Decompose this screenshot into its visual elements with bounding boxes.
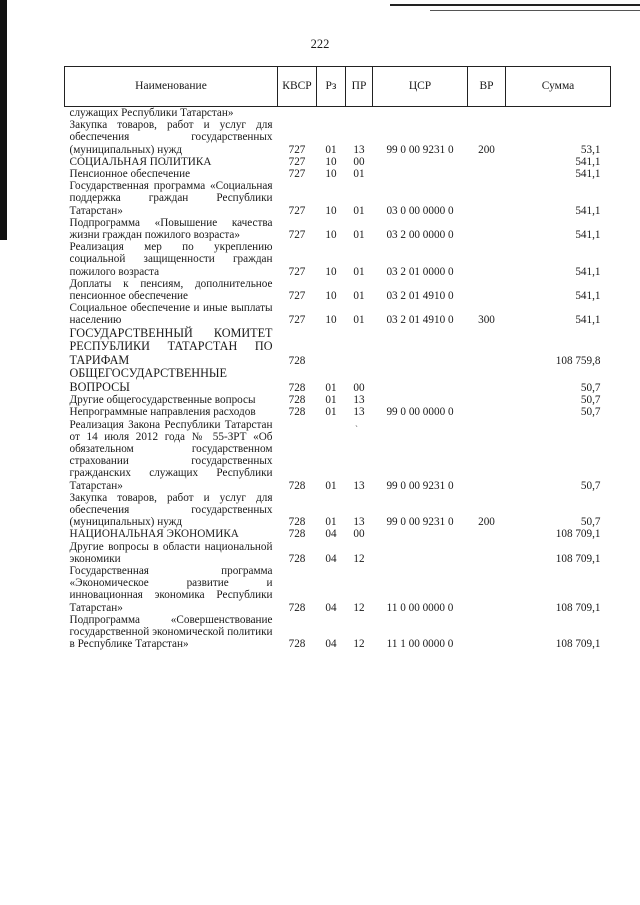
cell-name: Пенсионное обеспечение [69, 168, 191, 181]
cell-name: Социальное обеспечение и иные выплаты населению [69, 302, 273, 327]
cell-rz [317, 107, 346, 120]
header-pr: ПР [346, 67, 373, 107]
cell-rz: 10 [325, 204, 337, 217]
cell-csr: 99 0 00 9231 0 [386, 479, 454, 492]
cell-kvsr: 727 [288, 265, 306, 278]
cell-pr: 01 [353, 290, 365, 303]
table-row [65, 241, 611, 278]
cell-sum: 541,1 [575, 204, 601, 217]
cell-kvsr [278, 107, 317, 120]
cell-vr: 300 [478, 314, 495, 327]
cell-name: ГОСУДАРСТВЕННЫЙ КОМИТЕТ РЕСПУБЛИКИ ТАТАРСТАН ПО ТАРИФАМ [69, 325, 273, 367]
cell-vr [468, 406, 506, 418]
scan-top-line [390, 4, 640, 6]
table-row [65, 419, 611, 492]
header-kvsr: КВСР [278, 67, 317, 107]
scan-top-line-secondary [430, 10, 640, 11]
scan-mark: ` [355, 424, 358, 434]
header-vr: ВР [468, 67, 506, 107]
cell-sum: 53,1 [580, 143, 601, 156]
table-row [65, 394, 611, 406]
cell-sum: 108 709,1 [555, 638, 601, 651]
cell-rz: 10 [325, 314, 337, 327]
page-number: 222 [310, 37, 330, 51]
cell-vr [468, 180, 506, 217]
cell-sum [506, 107, 611, 120]
cell-sum: 50,7 [580, 394, 601, 407]
cell-vr [468, 419, 506, 492]
table-row [65, 180, 611, 217]
cell-sum: 541,1 [575, 168, 601, 181]
header-sum: Сумма [506, 67, 611, 107]
header-csr: ЦСР [373, 67, 468, 107]
cell-rz: 01 [325, 406, 337, 419]
cell-sum: 541,1 [575, 265, 601, 278]
cell-kvsr: 728 [288, 552, 306, 565]
cell-csr [373, 327, 468, 368]
cell-rz: 01 [325, 143, 337, 156]
cell-csr: 11 0 00 0000 0 [386, 601, 454, 614]
cell-name: Государственная программа «Экономическое развитие и инновационная экономика Республики Татарстан» [69, 565, 273, 614]
cell-pr: 00 [353, 528, 365, 541]
cell-vr [468, 565, 506, 614]
cell-kvsr: 727 [288, 204, 306, 217]
cell-pr: 13 [353, 406, 365, 419]
header-name: Наименование [65, 67, 278, 107]
cell-pr [346, 327, 373, 368]
cell-vr [468, 541, 506, 565]
table-row [65, 217, 611, 241]
cell-kvsr: 728 [288, 406, 306, 419]
cell-rz: 04 [325, 552, 337, 565]
cell-csr: 99 0 00 9231 0 [386, 143, 454, 156]
cell-csr: 03 2 01 4910 0 [386, 314, 454, 327]
cell-vr [468, 278, 506, 302]
cell-sum: 50,7 [580, 381, 601, 394]
cell-rz: 10 [325, 168, 337, 181]
cell-name: ОБЩЕГОСУДАРСТВЕННЫЕ ВОПРОСЫ [69, 366, 227, 394]
cell-csr: 03 2 01 4910 0 [386, 290, 454, 303]
cell-csr: 11 1 00 0000 0 [386, 638, 454, 651]
cell-name: Доплаты к пенсиям, дополнительное пенсионное обеспечение [69, 277, 273, 303]
cell-kvsr: 728 [288, 528, 306, 541]
cell-vr [468, 217, 506, 241]
cell-rz: 01 [325, 479, 337, 492]
cell-name: Закупка товаров, работ и услуг для обеспечения государственных (муниципальных) нужд [69, 119, 273, 156]
table-row [65, 156, 611, 168]
cell-name: Подпрограмма «Совершенствование государственной экономической политики в Республике Татарстан» [69, 613, 273, 651]
cell-csr: 99 0 00 0000 0 [386, 406, 454, 419]
cell-sum: 108 709,1 [555, 552, 601, 565]
cell-vr [468, 367, 506, 394]
cell-pr: 12 [353, 638, 365, 651]
cell-pr: 13 [353, 143, 365, 156]
cell-rz: 10 [325, 155, 337, 168]
cell-pr: 00 [353, 155, 365, 168]
cell-csr [373, 367, 468, 394]
cell-name: Другие вопросы в области национальной экономики [69, 540, 273, 565]
cell-kvsr: 728 [288, 394, 306, 407]
cell-name: НАЦИОНАЛЬНАЯ ЭКОНОМИКА [69, 528, 239, 541]
table-header-row [65, 67, 611, 107]
cell-kvsr: 727 [288, 155, 306, 168]
cell-kvsr: 728 [288, 638, 306, 651]
cell-sum: 108 709,1 [555, 528, 601, 541]
table-row [65, 302, 611, 326]
table-row [65, 614, 611, 651]
cell-sum: 50,7 [580, 516, 601, 529]
cell-rz: 10 [325, 229, 337, 242]
cell-csr: 03 0 00 0000 0 [386, 204, 454, 217]
cell-kvsr: 727 [288, 229, 306, 242]
cell-name: Другие общегосударственные вопросы [69, 394, 256, 407]
cell-csr: 03 2 00 0000 0 [386, 229, 454, 242]
cell-name: Государственная программа «Социальная поддержка граждан Республики Татарстан» [69, 180, 273, 217]
cell-name: Реализация мер по укреплению социальной защищенности граждан пожилого возраста [69, 241, 273, 278]
table-row [65, 541, 611, 565]
cell-kvsr: 728 [288, 516, 306, 529]
cell-csr: 99 0 00 9231 0 [386, 516, 454, 529]
cell-name: Непрограммные направления расходов [69, 406, 256, 419]
cell-vr [468, 168, 506, 180]
cell-rz: 01 [325, 394, 337, 407]
cell-vr [468, 614, 506, 651]
cell-name: Подпрограмма «Повышение качества жизни граждан пожилого возраста» [69, 216, 273, 242]
cell-pr: 01 [353, 314, 365, 327]
cell-csr [373, 156, 468, 168]
cell-pr: 01 [353, 204, 365, 217]
cell-kvsr: 727 [288, 314, 306, 327]
cell-csr [373, 541, 468, 565]
table-row [65, 492, 611, 529]
cell-kvsr: 728 [288, 354, 306, 367]
cell-csr [373, 394, 468, 406]
cell-csr [373, 107, 468, 120]
cell-sum: 50,7 [580, 479, 601, 492]
cell-sum: 108 709,1 [555, 601, 601, 614]
cell-vr [468, 528, 506, 540]
cell-vr [468, 107, 506, 120]
cell-rz: 10 [325, 265, 337, 278]
table-row [65, 565, 611, 614]
table-body [65, 107, 611, 651]
table-row [65, 107, 611, 120]
cell-rz: 10 [325, 290, 337, 303]
cell-pr: 01 [353, 265, 365, 278]
cell-vr [468, 241, 506, 278]
cell-pr: 13 [353, 479, 365, 492]
cell-sum: 541,1 [575, 155, 601, 168]
table-row [65, 119, 611, 156]
table-row [65, 528, 611, 540]
cell-rz [317, 327, 346, 368]
cell-csr [373, 528, 468, 540]
cell-sum: 50,7 [580, 406, 601, 419]
cell-pr [346, 107, 373, 120]
cell-vr: 200 [478, 516, 495, 529]
budget-table [64, 66, 611, 650]
cell-rz: 04 [325, 528, 337, 541]
cell-pr: 12 [353, 552, 365, 565]
cell-name: Закупка товаров, работ и услуг для обеспечения государственных (муниципальных) нужд [69, 491, 273, 529]
cell-vr [468, 156, 506, 168]
cell-pr: 13 [353, 394, 365, 407]
cell-kvsr: 728 [288, 381, 306, 394]
table-row [65, 406, 611, 418]
cell-name: Реализация Закона Республики Татарстан от 14 июля 2012 года № 55-ЗРТ «Об обязательном государственном страховании государственных гражданских служащих Республики Татарстан» [69, 418, 273, 492]
cell-pr: 13 [353, 516, 365, 529]
cell-kvsr: 728 [288, 601, 306, 614]
cell-name: служащих Республики Татарстан» [69, 107, 234, 119]
cell-sum: 541,1 [575, 314, 601, 327]
cell-rz: 04 [325, 638, 337, 651]
cell-sum: 541,1 [575, 290, 601, 303]
cell-csr: 03 2 01 0000 0 [386, 265, 454, 278]
cell-sum: 108 759,8 [555, 354, 601, 367]
scan-edge-shadow [0, 0, 7, 240]
cell-kvsr: 727 [288, 168, 306, 181]
cell-rz: 01 [325, 381, 337, 394]
cell-pr: 12 [353, 601, 365, 614]
cell-kvsr: 727 [288, 143, 306, 156]
cell-vr [468, 327, 506, 368]
table-row [65, 168, 611, 180]
cell-pr: 00 [353, 381, 365, 394]
cell-kvsr: 728 [288, 479, 306, 492]
cell-pr: 01 [353, 168, 365, 181]
cell-rz: 01 [325, 516, 337, 529]
cell-rz: 04 [325, 601, 337, 614]
header-rz: Рз [317, 67, 346, 107]
cell-vr [468, 394, 506, 406]
cell-csr [373, 168, 468, 180]
cell-vr: 200 [478, 143, 495, 156]
table-row [65, 327, 611, 368]
table-row [65, 278, 611, 302]
cell-sum: 541,1 [575, 229, 601, 242]
cell-pr: 01 [353, 229, 365, 242]
cell-kvsr: 727 [288, 290, 306, 303]
cell-name: СОЦИАЛЬНАЯ ПОЛИТИКА [69, 155, 212, 168]
table-row [65, 367, 611, 394]
